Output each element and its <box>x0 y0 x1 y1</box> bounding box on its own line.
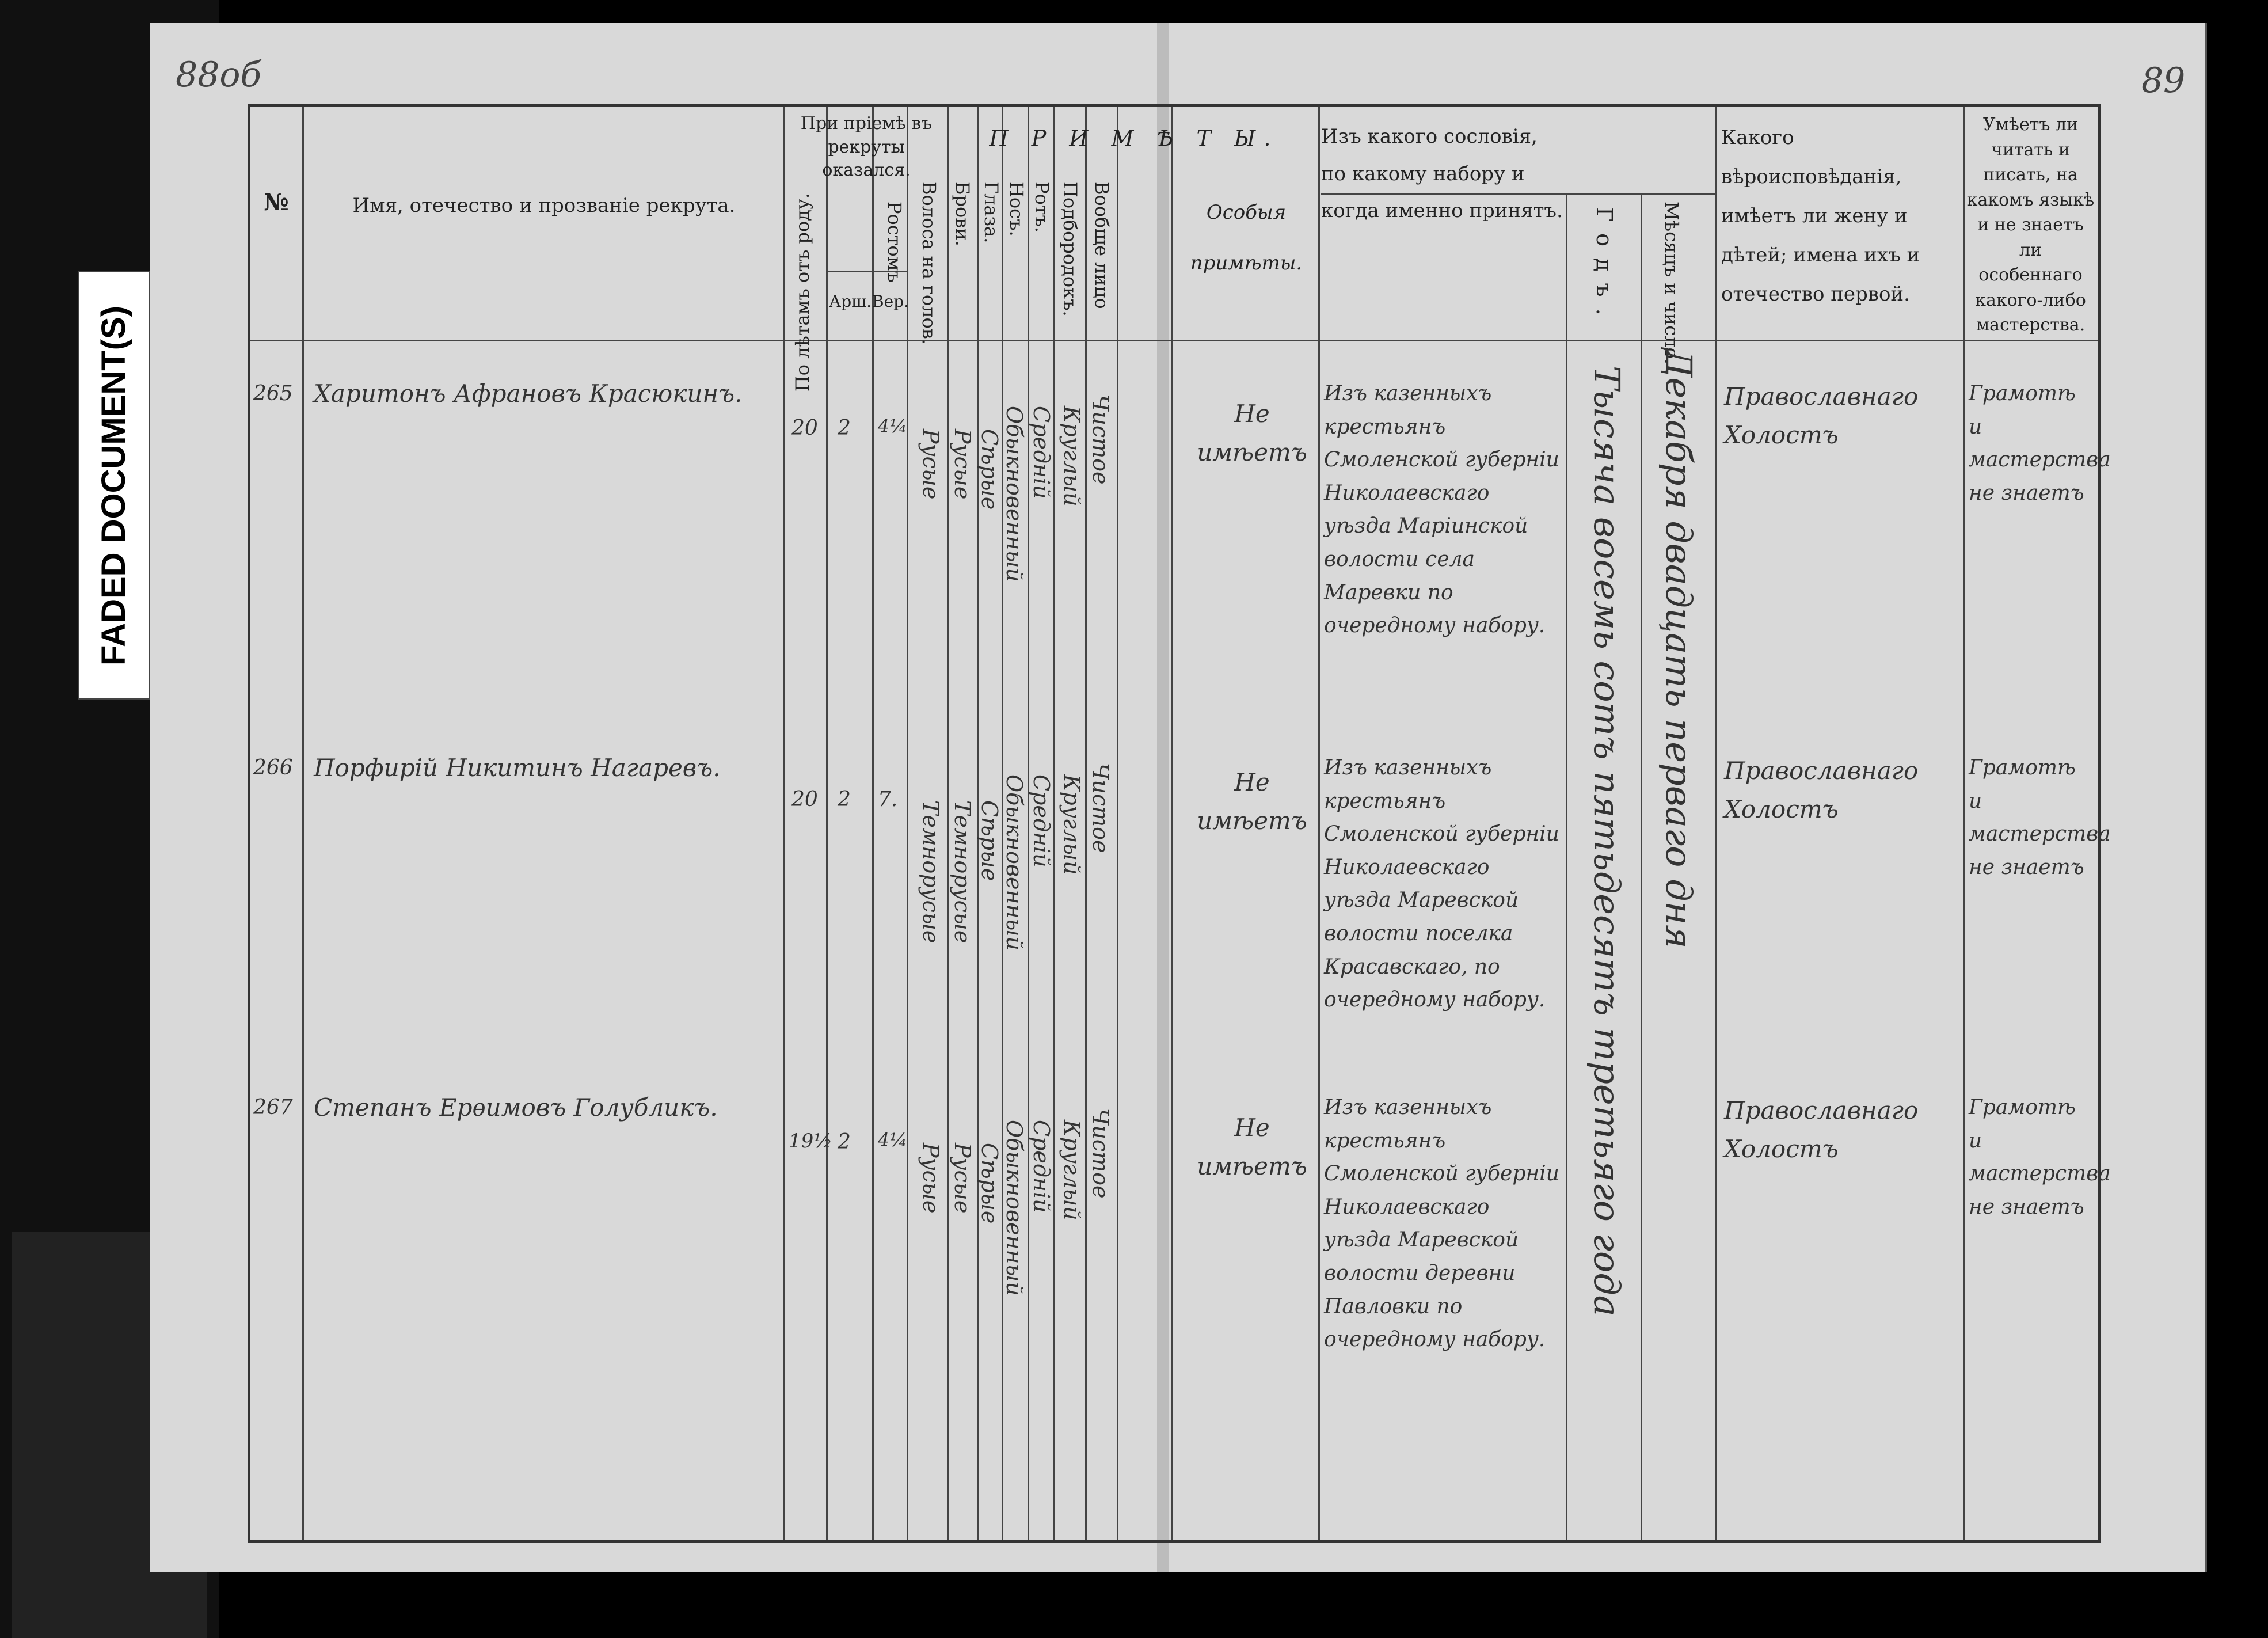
row-number: 267 <box>253 1096 293 1119</box>
right-page-number: 89 <box>2141 60 2186 101</box>
row-number: 265 <box>253 382 293 405</box>
face-value: Чистое <box>1088 394 1113 485</box>
header-nose: Носъ. <box>1006 181 1028 237</box>
header-eyes: Глаза. <box>980 181 1002 244</box>
header-arsh: Арш. <box>829 292 872 311</box>
age-value: 20 <box>791 416 818 440</box>
religion-value: Православнаго Холостъ <box>1724 1096 1919 1164</box>
header-face: Вообще лицо <box>1091 181 1113 309</box>
hair-value: Русые <box>918 1143 943 1214</box>
mouth-value: Средній <box>1029 774 1054 868</box>
header-hair: Волоса на голов. <box>918 181 940 345</box>
vershok-value: 7. <box>878 788 898 811</box>
eyes-value: Сѣрые <box>977 800 1002 881</box>
brows-value: Русые <box>950 429 975 500</box>
age-value: 20 <box>791 788 818 811</box>
header-religion: Какого вѣроисповѣданія, имѣетъ ли жену и дѣтей; имена ихъ и отечество первой. <box>1721 126 1920 306</box>
special-value: Не имѣетъ <box>1197 768 1307 835</box>
nose-value: Обыкновенный <box>1002 406 1027 582</box>
faded-documents-label <box>78 271 150 700</box>
left-page-number: 88об <box>176 55 262 95</box>
row-number: 266 <box>253 756 293 780</box>
recruit-name: Порфирій Никитинъ Нагаревъ. <box>314 754 721 782</box>
estate-value: Изъ казенныхъ крестьянъ Смоленской губерніи Николаевскаго уѣзда Маревской волости деревни Павловки по очередному набору. <box>1324 1096 1559 1352</box>
chin-value: Круглый <box>1059 406 1084 507</box>
religion-value: Православнаго Холостъ <box>1724 382 1919 450</box>
religion-value: Православнаго Холостъ <box>1724 757 1919 824</box>
header-chin: Подбородокъ. <box>1059 181 1081 317</box>
header-mouth: Ротъ. <box>1031 181 1053 233</box>
brows-value: Темнорусые <box>950 800 975 944</box>
chin-value: Круглый <box>1059 774 1084 875</box>
eyes-value: Сѣрые <box>977 1143 1002 1224</box>
faded-documents-text: FADED DOCUMENT(S) <box>95 305 133 666</box>
header-month: Мѣсяцъ и число. <box>1661 202 1683 364</box>
skills-value: Грамотѣ и мастерства не знаетъ <box>1969 756 2111 879</box>
vershok-value: 4¼ <box>878 1129 908 1151</box>
eyes-value: Сѣрые <box>977 429 1002 510</box>
header-number: № <box>264 189 289 216</box>
skills-value: Грамотѣ и мастерства не знаетъ <box>1969 1096 2111 1219</box>
nose-value: Обыкновенный <box>1002 774 1027 951</box>
skills-value: Грамотѣ и мастерства не знаетъ <box>1969 382 2111 505</box>
header-estate: Изъ какого сословія, по какому набору и когда именно принятъ. <box>1321 125 1563 223</box>
chin-value: Круглый <box>1059 1120 1084 1221</box>
arsh-value: 2 <box>838 1130 851 1154</box>
mouth-value: Средній <box>1029 1120 1054 1213</box>
arsh-value: 2 <box>838 416 851 440</box>
header-height: Ростомъ <box>884 202 905 283</box>
estate-value: Изъ казенныхъ крестьянъ Смоленской губерніи Николаевскаго уѣзда Маревской волости поселка Красавскаго, по очередному набору. <box>1324 756 1559 1012</box>
face-value: Чистое <box>1088 763 1113 853</box>
vershok-value: 4¼ <box>878 415 908 437</box>
arsh-value: 2 <box>838 788 851 811</box>
brows-value: Русые <box>950 1143 975 1214</box>
shared-month: Декабря двадцать перваго дня <box>1658 348 1700 949</box>
shared-year: Тысяча восемь сотъ пятьдесятъ третьяго года <box>1586 366 1628 1317</box>
header-brows: Брови. <box>952 181 973 246</box>
header-age: По лѣтамъ отъ роду. <box>791 193 813 392</box>
header-at-reception: При пріемѣ въ рекруты оказался. <box>800 113 933 180</box>
hair-value: Темнорусые <box>918 800 943 944</box>
special-value: Не имѣетъ <box>1197 1113 1307 1181</box>
special-value: Не имѣетъ <box>1197 400 1307 467</box>
recruit-name: Степанъ Ерѳимовъ Голубликъ. <box>314 1093 718 1122</box>
estate-value: Изъ казенныхъ крестьянъ Смоленской губерніи Николаевскаго уѣзда Маріинской волости села Маревки по очередному набору. <box>1324 382 1559 638</box>
header-vershok: Вер. <box>872 292 909 311</box>
header-special: Особыя примѣты. <box>1190 201 1303 275</box>
header-primety: П Р И М Ѣ Т Ы. <box>989 126 1279 151</box>
header-skills: Умѣетъ ли читать и писать, на какомъ языкѣ и не знаетъ ли особеннаго какого-либо мастерства. <box>1966 115 2095 335</box>
hair-value: Русые <box>918 429 943 500</box>
nose-value: Обыкновенный <box>1002 1120 1027 1296</box>
age-value: 19½ <box>789 1130 833 1153</box>
recruit-name: Харитонъ Афрановъ Красюкинъ. <box>314 379 743 408</box>
face-value: Чистое <box>1088 1108 1113 1199</box>
header-name: Имя, отечество и прозваніе рекрута. <box>352 194 736 217</box>
header-year: Годъ. <box>1592 207 1617 327</box>
recruit-register-table <box>248 104 2111 1543</box>
mouth-value: Средній <box>1029 406 1054 499</box>
